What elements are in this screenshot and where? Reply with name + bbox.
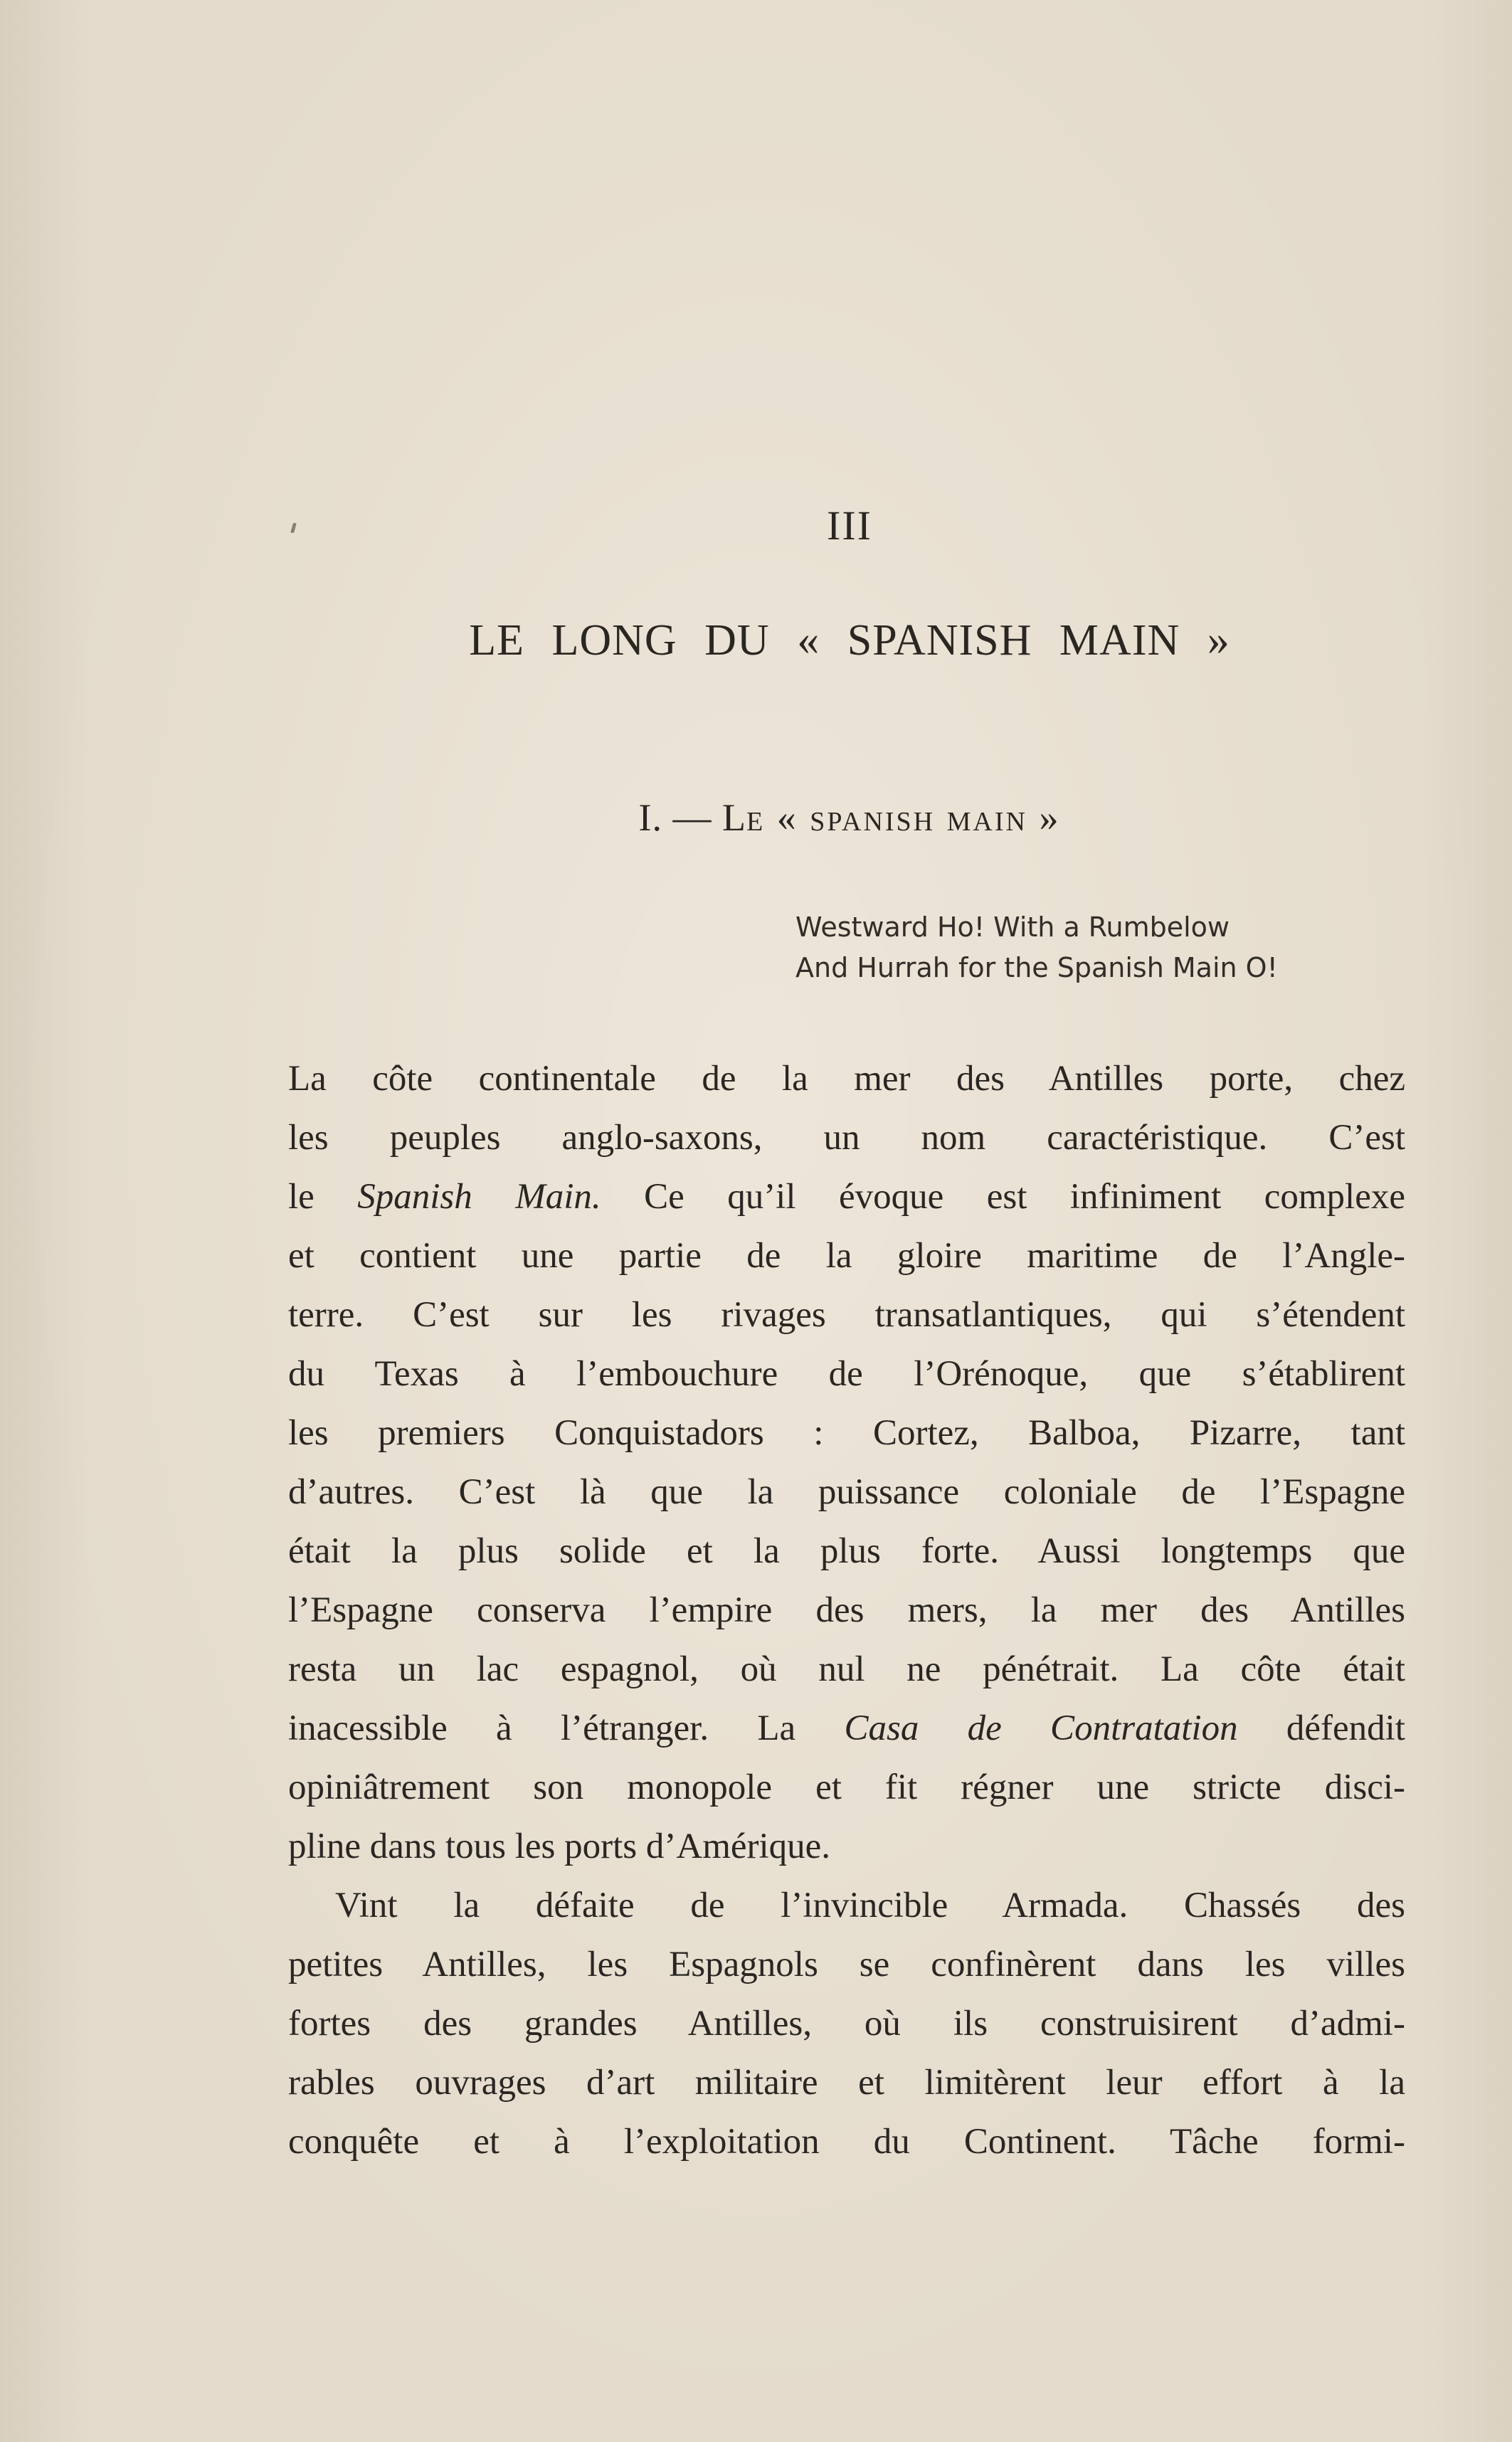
body-line (288, 1168, 1405, 1227)
epigraph (795, 907, 1278, 988)
body-line: conquête et à l’exploitation du Continent. Tâche formi- (288, 2122, 1405, 2162)
body-line-segment: Ce qu’il évoque est infiniment complexe (601, 1177, 1405, 1217)
chapter-title: LE LONG DU « SPANISH MAIN » (469, 616, 1230, 665)
body-text (288, 1050, 1405, 2172)
epigraph-line: Westward Ho! With a Rumbelow (795, 911, 1230, 943)
body-line: l’Espagne conserva l’empire des mers, la mer des Antilles (288, 1590, 1405, 1630)
italic-term: Casa de Contratation (844, 1708, 1238, 1748)
body-line-segment: le (288, 1177, 358, 1217)
body-line: d’autres. C’est là que la puissance coloniale de l’Espagne (288, 1472, 1405, 1512)
section-title (0, 796, 1512, 840)
section-title-smallcaps: e « spanish main » (746, 796, 1061, 839)
body-line (288, 1699, 1405, 1758)
body-line: rables ouvrages d’art militaire et limitèrent leur effort à la (288, 2063, 1405, 2103)
body-line: pline dans tous les ports d’Amérique. (288, 1827, 831, 1866)
chapter-number: III (827, 502, 872, 549)
epigraph-line: And Hurrah for the Spanish Main O! (795, 952, 1278, 983)
body-line: La côte continentale de la mer des Antilles porte, chez (288, 1059, 1405, 1099)
body-line-segment: inacessible à l’étranger. La (288, 1708, 845, 1748)
italic-term: Spanish Main. (357, 1177, 601, 1217)
body-line: opiniâtrement son monopole et fit régner une stricte disci- (288, 1767, 1405, 1807)
body-line: du Texas à l’embouchure de l’Orénoque, que s’établirent (288, 1354, 1405, 1394)
body-line-segment: défendit (1237, 1708, 1405, 1748)
body-line: petites Antilles, les Espagnols se confinèrent dans les villes (288, 1945, 1405, 1984)
body-line: les premiers Conquistadors : Cortez, Balboa, Pizarre, tant (288, 1413, 1405, 1453)
body-line: resta un lac espagnol, où nul ne pénétrait. La côte était (288, 1649, 1405, 1689)
body-line: terre. C’est sur les rivages transatlantiques, qui s’étendent (288, 1295, 1405, 1335)
section-title-prefix: I. — L (638, 796, 747, 839)
body-line: et contient une partie de la gloire maritime de l’Angle- (288, 1236, 1405, 1276)
body-line: était la plus solide et la plus forte. Aussi longtemps que (288, 1531, 1405, 1571)
body-line: Vint la défaite de l’invincible Armada. Chassés des (335, 1886, 1405, 1925)
body-line: les peuples anglo-saxons, un nom caractéristique. C’est (288, 1118, 1405, 1158)
body-line: fortes des grandes Antilles, où ils construisirent d’admi- (288, 2004, 1405, 2044)
